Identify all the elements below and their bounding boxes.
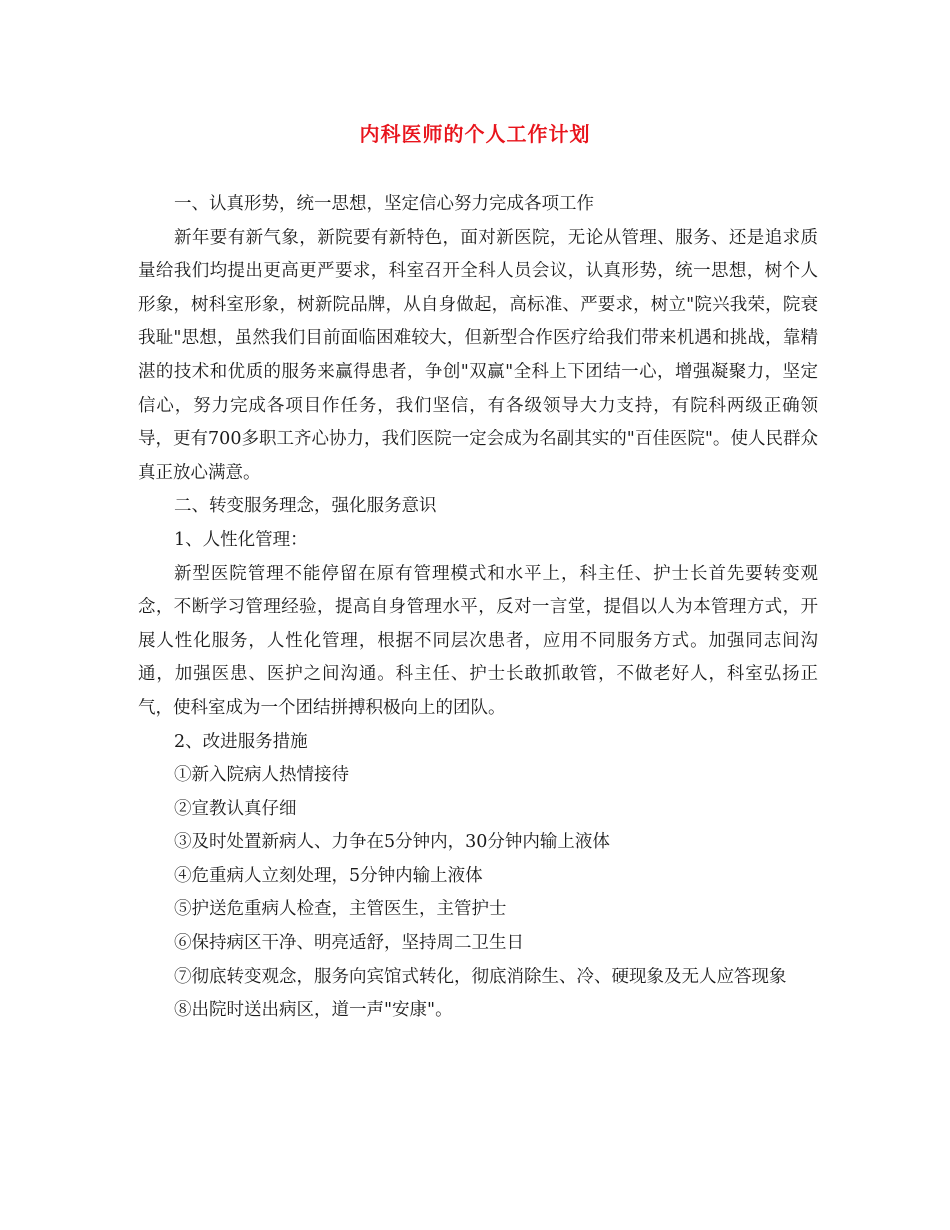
section-heading-1: 一、认真形势，统一思想，坚定信心努力完成各项工作 <box>174 194 594 214</box>
paragraph: 新年要有新气象，新院要有新特色，面对新医院，无论从管理、服务、还是追求质量给我们均提出更高更严要求，科室召开全科人员会议，认真形势，统一思想，树个人形象，树科室形象，树新院品牌，从自身做起，高标准、严要求，树立"院兴我荣，院衰我耻"思想，虽然我们目前面临困难较大，但新型合作医疗给我们带来机遇和挑战，靠精湛的技术和优质的服务来赢得患者，争创"双赢"全科上下团结一心，增强凝聚力，坚定信心，努力完成各项目作任务，我们坚信，有各级领导大力支持，有院科两级正确领导，更有700多职工齐心协力，我们医院一定会成为名副其实的"百佳医院"。使人民群众真正放心满意。 <box>138 227 818 483</box>
list-item: ⑤护送危重病人检查，主管医生，主管护士 <box>174 899 507 920</box>
document-title: 内科医师的个人工作计划 <box>359 122 591 146</box>
paragraph: 新型医院管理不能停留在原有管理模式和水平上，科主任、护士长首先要转变观念，不断学习管理经验，提高自身管理水平，反对一言堂，提倡以人为本管理方式，开展人性化服务，人性化管理，根据不同层次患者，应用不同服务方式。加强同志间沟通，加强医患、医护之间沟通。科主任、护士长敢抓敢管，不做老好人，科室弘扬正气，使科室成为一个团结拼搏积极向上的团队。 <box>138 563 818 718</box>
subsection-heading: 2、改进服务措施 <box>174 731 308 752</box>
list-item: ⑧出院时送出病区，道一声"安康"。 <box>174 1000 453 1021</box>
subsection-heading: 1、人性化管理： <box>174 529 308 550</box>
list-item: ②宣教认真仔细 <box>174 798 297 819</box>
document-body <box>138 188 818 1028</box>
list-item: ⑦彻底转变观念，服务向宾馆式转化，彻底消除生、冷、硬现象及无人应答现象 <box>174 966 787 987</box>
list-item: ⑥保持病区干净、明亮适舒，坚持周二卫生日 <box>174 933 524 954</box>
list-item: ④危重病人立刻处理，5分钟内输上液体 <box>174 865 483 886</box>
list-item: ③及时处置新病人、力争在5分钟内，30分钟内输上液体 <box>174 832 610 853</box>
section-heading-2: 二、转变服务理念，强化服务意识 <box>174 496 437 517</box>
list-item: ①新入院病人热情接待 <box>174 765 349 786</box>
